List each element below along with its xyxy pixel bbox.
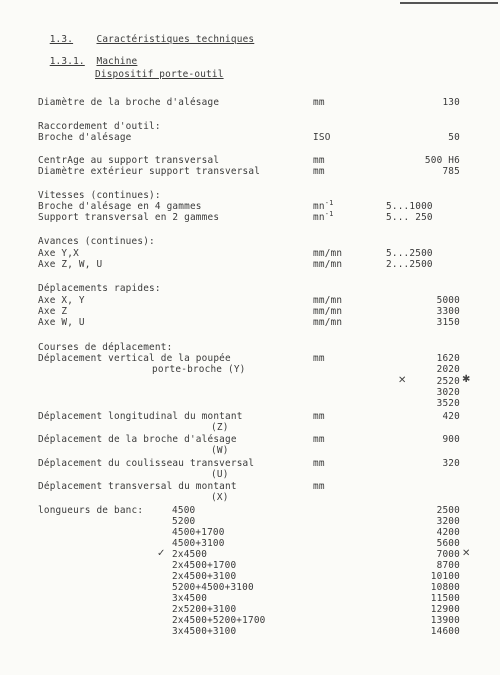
dr-xy-label: Axe X, Y [38, 295, 85, 306]
vit-broche-label: Broche d'alésage en 4 gammes [38, 201, 202, 212]
diametre-unit: mm [313, 97, 325, 108]
broche-axis: (W) [211, 445, 229, 456]
raccord-unit: ISO [313, 132, 331, 143]
vit-broche-exponent: -1 [324, 198, 334, 207]
raccord-value: 50 [448, 132, 460, 143]
banc-value: 13900 [430, 615, 460, 626]
vit-support-unit [313, 209, 334, 223]
coulisseau-value: 320 [442, 458, 460, 469]
section-title: Caractéristiques techniques [96, 34, 255, 45]
bancs-label: longueurs de banc: [38, 505, 144, 516]
vertical-value: 1620 [436, 353, 460, 364]
broche-value: 900 [442, 434, 460, 445]
subsection-title: Machine [96, 56, 138, 67]
banc-value: 11500 [430, 593, 460, 604]
centrage-unit: mm [313, 155, 325, 166]
courses-label: Courses de déplacement: [38, 342, 173, 353]
banc-value: 12900 [430, 604, 460, 615]
dr-z-unit: mm/mn [313, 306, 343, 317]
cross-mark-icon: ✕ [398, 375, 407, 386]
vertical-value: 3020 [436, 387, 460, 398]
av-zwu-value: 2...2500 [386, 259, 433, 270]
banc-value: 10100 [430, 571, 460, 582]
vertical-value: 3520 [436, 398, 460, 409]
banc-value: 2500 [436, 505, 460, 516]
vit-broche-unit-text: mn [313, 201, 325, 212]
top-rule [400, 2, 498, 4]
longitudinal-label: Déplacement longitudinal du montant [38, 411, 243, 422]
tick-mark-icon: ✓ [157, 548, 166, 559]
dr-xy-unit: mm/mn [313, 295, 343, 306]
vertical-value: 2520 [436, 376, 460, 387]
dr-xy-value: 5000 [436, 295, 460, 306]
subsection-number: 1.3.1. [49, 56, 85, 67]
raccord-label: Raccordement d'outil: [38, 121, 161, 132]
banc-length: 2x4500+3100 [172, 571, 237, 582]
dr-z-value: 3300 [436, 306, 460, 317]
centrage-label: CentrAge au support transversal [38, 155, 220, 166]
banc-length: 5200+4500+3100 [172, 582, 254, 593]
vit-support-unit-text: mn [313, 212, 325, 223]
dr-wu-value: 3150 [436, 317, 460, 328]
diametre-value: 130 [442, 97, 460, 108]
diametre-label: Diamètre de la broche d'alésage [38, 97, 220, 108]
vertical-unit: mm [313, 353, 325, 364]
vit-support-value: 5... 250 [386, 212, 433, 223]
vertical-label-2: porte-broche (Y) [152, 364, 246, 375]
vitesses-label: Vitesses (continues): [38, 190, 161, 201]
depl-rapides-label: Déplacements rapides: [38, 283, 161, 294]
broche-unit: mm [313, 434, 325, 445]
banc-value: 4200 [436, 527, 460, 538]
star-mark-icon: ✱ [462, 374, 471, 385]
raccord-sub: Broche d'alésage [38, 132, 132, 143]
diam-ext-value: 785 [442, 166, 460, 177]
banc-value: 8700 [436, 560, 460, 571]
banc-length: 5200 [172, 516, 196, 527]
broche-label: Déplacement de la broche d'alésage [38, 434, 237, 445]
transversal-label: Déplacement transversal du montant [38, 481, 237, 492]
cross-mark-icon: ✕ [462, 548, 471, 559]
diam-ext-label: Diamètre extérieur support transversal [38, 166, 261, 177]
diam-ext-unit: mm [313, 166, 325, 177]
banc-length: 4500+1700 [172, 527, 225, 538]
longitudinal-axis: (Z) [211, 422, 229, 433]
vertical-label: Déplacement vertical de la poupée [38, 353, 231, 364]
av-zwu-label: Axe Z, W, U [38, 259, 103, 270]
dr-wu-unit: mm/mn [313, 317, 343, 328]
transversal-unit: mm [313, 481, 325, 492]
vit-support-label: Support transversal en 2 gammes [38, 212, 220, 223]
vit-broche-value: 5...1000 [386, 201, 433, 212]
coulisseau-axis: (U) [211, 469, 229, 480]
coulisseau-label: Déplacement du coulisseau transversal [38, 458, 255, 469]
banc-length: 2x4500+5200+1700 [172, 615, 266, 626]
av-xy-value: 5...2500 [386, 248, 433, 259]
av-zwu-unit: mm/mn [313, 259, 343, 270]
avances-label: Avances (continues): [38, 236, 155, 247]
banc-length: 2x4500+1700 [172, 560, 237, 571]
vertical-value: 2020 [436, 364, 460, 375]
banc-length: 3x4500+3100 [172, 626, 237, 637]
banc-value: 3200 [436, 516, 460, 527]
coulisseau-unit: mm [313, 458, 325, 469]
centrage-value: 500 H6 [424, 155, 460, 166]
banc-length: 2x5200+3100 [172, 604, 237, 615]
av-xy-label: Axe Y,X [38, 248, 79, 259]
banc-value: 10800 [430, 582, 460, 593]
subsection-heading [38, 45, 137, 67]
banc-length: 4500+3100 [172, 538, 225, 549]
longitudinal-unit: mm [313, 411, 325, 422]
section-number: 1.3. [49, 34, 74, 45]
vit-support-exponent: -1 [324, 209, 334, 218]
banc-value: 5600 [436, 538, 460, 549]
transversal-axis: (X) [211, 492, 229, 503]
av-xy-unit: mm/mn [313, 248, 343, 259]
dr-wu-label: Axe W, U [38, 317, 85, 328]
dr-z-label: Axe Z [38, 306, 68, 317]
banc-value: 7000 [436, 549, 460, 560]
longitudinal-value: 420 [442, 411, 460, 422]
banc-value: 14600 [430, 626, 460, 637]
banc-length: 3x4500 [172, 593, 208, 604]
section-heading [38, 23, 254, 45]
group-title: Dispositif porte-outil [95, 69, 224, 80]
banc-length: 2x4500 [172, 549, 208, 560]
banc-length: 4500 [172, 505, 196, 516]
